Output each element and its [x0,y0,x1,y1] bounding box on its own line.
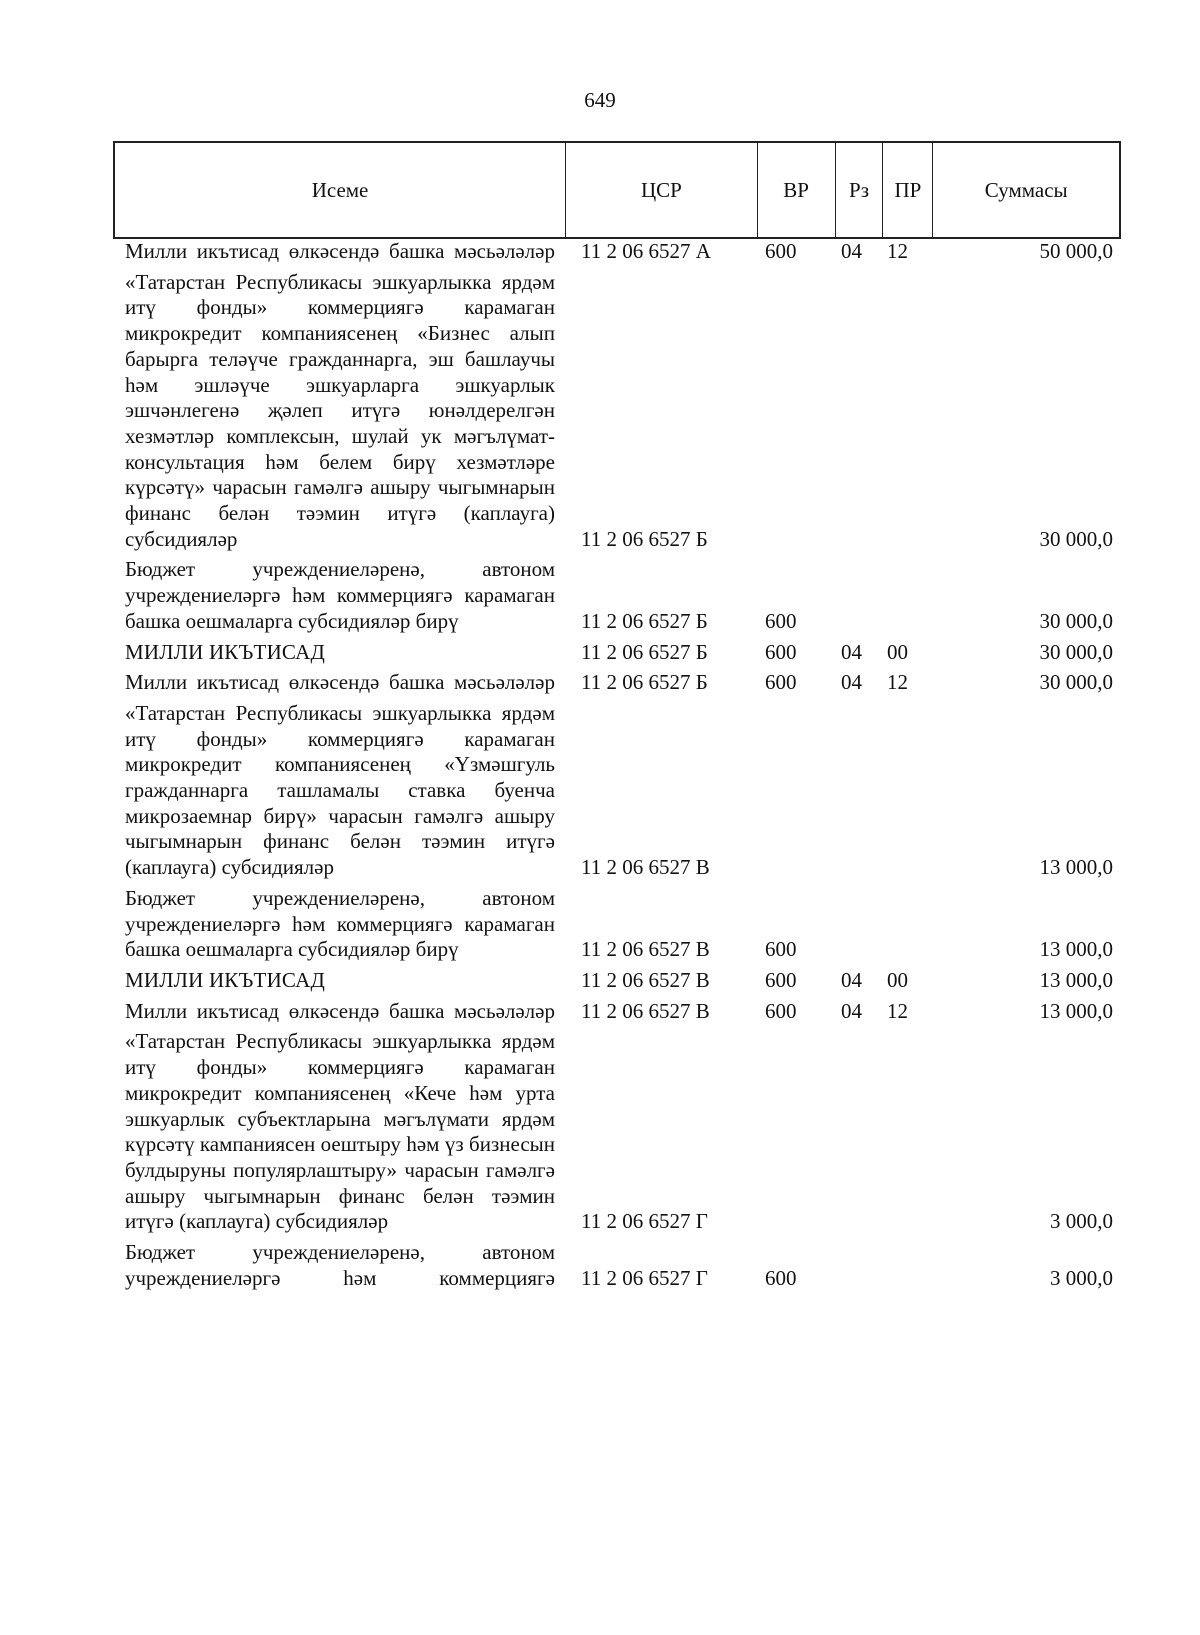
row-csr: 11 2 06 6527 В [581,855,710,880]
row-csr: 11 2 06 6527 Б [581,639,708,664]
table-row [113,670,1121,696]
header-sum: Суммасы [984,177,1068,202]
row-sum: 13 000,0 [1039,998,1113,1023]
row-csr: 11 2 06 6527 Б [581,526,708,551]
table-row [113,886,1121,963]
row-sum: 30 000,0 [1039,670,1113,695]
row-pr: 12 [887,239,908,263]
row-vr: 600 [765,239,797,263]
row-vr: 600 [765,639,797,664]
row-name: Милли икътисад өлкәсендә башка мәсьәләләр [125,670,555,695]
table-row [113,968,1121,994]
header-rz: Рз [836,143,884,237]
row-name: Бюджет учреждениеләренә, автоном учреждениеләргә һәм коммерциягә [125,1240,555,1290]
row-rz: 04 [841,998,862,1023]
row-name: Бюджет учреждениеләренә, автоном учреждениеләргә һәм коммерциягә карамаган башка оешмаларга субсидияләр бирү [125,557,555,633]
row-csr: 11 2 06 6527 В [581,967,710,992]
row-rz: 04 [841,967,862,992]
row-csr: 11 2 06 6527 В [581,937,710,962]
row-rz: 04 [841,670,862,695]
header-vr: ВР [758,143,836,237]
row-name: МИЛЛИ ИКЪТИСАД [125,639,325,664]
table-row [113,701,1121,881]
row-csr: 11 2 06 6527 Б [581,608,708,633]
table-row [113,557,1121,634]
row-vr: 600 [765,998,797,1023]
row-sum: 13 000,0 [1039,967,1113,992]
row-csr: 11 2 06 6527 Г [581,1209,708,1234]
row-sum: 50 000,0 [1039,239,1113,263]
row-pr: 12 [887,670,908,695]
row-vr: 600 [765,670,797,695]
row-csr: 11 2 06 6527 В [581,998,710,1023]
row-vr: 600 [765,937,797,962]
header-name: Исеме [115,143,566,237]
row-csr: 11 2 06 6527 А [581,239,711,263]
row-sum: 3 000,0 [1050,1209,1113,1234]
header-csr: ЦСР [566,143,758,237]
row-sum: 30 000,0 [1039,608,1113,633]
table-row [113,1240,1121,1291]
row-name: «Татарстан Республикасы эшкуарлыкка ярдәм итү фонды» коммерциягә карамаган микрокредит компаниясенең «Кече һәм урта эшкуарлык субъектларына мәгълүмати ярдәм күрсәтү кампаниясен оештыру һәм үз бизнесын булдыруны популярлаштыру» чарасын гамәлгә ашыру чыгымнарын финанс белән тәэмин итүгә (каплауга) субсидияләр [125,1029,555,1234]
row-vr: 600 [765,608,797,633]
row-name: «Татарстан Республикасы эшкуарлыкка ярдәм итү фонды» коммерциягә карамаган микрокредит компаниясенең «Бизнес алып барырга теләүче гражданнарга, эш башлаучы һәм эшләүче эшкуарларга эшкуарлык эшчәнлегенә җәлеп итүгә юнәлдерелгән хезмәтләр комплексын, шулай ук мәгълүмат-консультация һәм белем бирү хезмәтләре күрсәтү» чарасын гамәлгә ашыру чыгымнарын финанс белән тәэмин итүгә (каплауга) субсидияләр [125,269,555,551]
row-name: Милли икътисад өлкәсендә башка мәсьәләләр [125,998,555,1023]
row-sum: 13 000,0 [1039,855,1113,880]
table-header [113,141,1121,239]
row-csr: 11 2 06 6527 Г [581,1265,708,1290]
table-row [113,270,1121,553]
table-row [113,1029,1121,1235]
row-sum: 30 000,0 [1039,639,1113,664]
row-rz: 04 [841,639,862,664]
page-number: 649 [584,88,616,112]
row-sum: 13 000,0 [1039,937,1113,962]
header-pr: ПР [883,143,933,237]
row-name: МИЛЛИ ИКЪТИСАД [125,967,325,992]
row-pr: 00 [887,639,908,664]
row-pr: 00 [887,967,908,992]
table-row [113,999,1121,1025]
row-vr: 600 [765,1265,797,1290]
row-rz: 04 [841,239,862,263]
row-name: Бюджет учреждениеләренә, автоном учреждениеләргә һәм коммерциягә карамаган башка оешмаларга субсидияләр бирү [125,885,555,962]
table-row [113,640,1121,666]
row-name: «Татарстан Республикасы эшкуарлыкка ярдәм итү фонды» коммерциягә карамаган микрокредит компаниясенең «Үзмәшгуль гражданнарга ташламалы ставка буенча микрозаемнар бирү» чарасын гамәлгә ашыру чыгымнарын финанс белән тәэмин итүгә (каплауга) субсидияләр [125,700,555,880]
table-body [113,239,1121,1296]
table-row [113,239,1121,265]
row-csr: 11 2 06 6527 Б [581,670,708,695]
row-vr: 600 [765,967,797,992]
row-name: Милли икътисад өлкәсендә башка мәсьәләләр [125,239,555,263]
row-sum: 30 000,0 [1039,526,1113,551]
row-sum: 3 000,0 [1050,1265,1113,1290]
row-pr: 12 [887,998,908,1023]
